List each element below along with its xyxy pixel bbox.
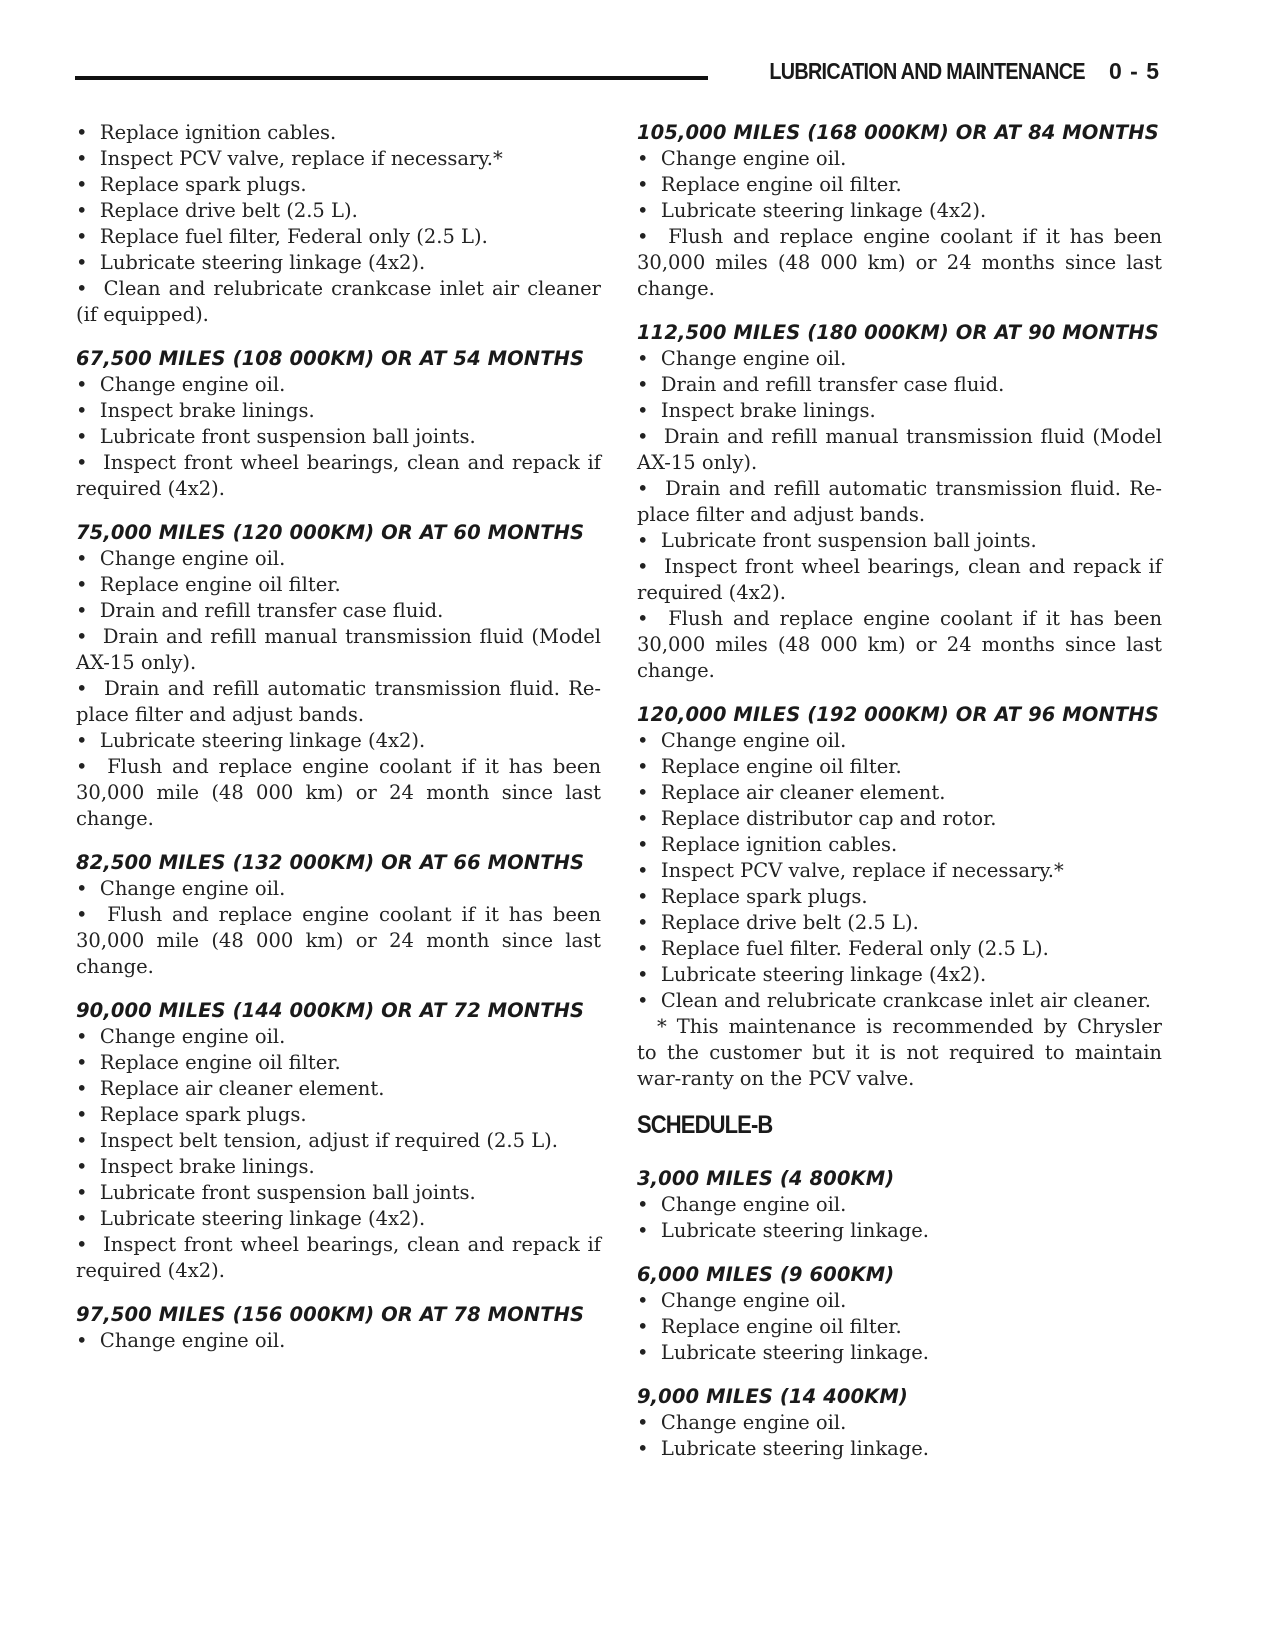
bullet-item: • Replace spark plugs. — [637, 884, 1162, 910]
bullet-item: • Change engine oil. — [637, 1192, 1162, 1218]
right-column — [637, 120, 1162, 1480]
bullet-item: • Inspect PCV valve, replace if necessary.* — [76, 146, 601, 172]
bullet-item: • Replace fuel filter, Federal only (2.5 L). — [76, 224, 601, 250]
page-header — [75, 56, 1160, 86]
bullet-item: • Replace engine oil filter. — [637, 1314, 1162, 1340]
bullet-item: • Replace ignition cables. — [637, 832, 1162, 858]
interval-heading: 6,000 MILES (9 600KM) — [637, 1263, 895, 1286]
bullet-item: • Lubricate steering linkage (4x2). — [76, 728, 601, 754]
bullet-item: • Replace spark plugs. — [76, 1102, 601, 1128]
interval-heading: 105,000 MILES (168 000KM) OR AT 84 MONTHS — [637, 121, 1159, 144]
bullet-item: • Lubricate steering linkage (4x2). — [76, 250, 601, 276]
bullet-item: • Change engine oil. — [76, 876, 601, 902]
bullet-item: • Inspect brake linings. — [76, 398, 601, 424]
bullet-item: • Change engine oil. — [76, 1024, 601, 1050]
bullet-item: • Replace air cleaner element. — [76, 1076, 601, 1102]
bullet-item: • Lubricate steering linkage (4x2). — [637, 962, 1162, 988]
bullet-item: • Flush and replace engine coolant if it has been 30,000 miles (48 000 km) or 24 months since last change. — [637, 606, 1162, 684]
bullet-item: • Inspect front wheel bearings, clean and repack if required (4x2). — [76, 1232, 601, 1284]
bullet-item: • Lubricate steering linkage (4x2). — [76, 1206, 601, 1232]
left-column — [76, 120, 601, 1372]
maintenance-interval — [76, 346, 601, 502]
interval-heading: 97,500 MILES (156 000KM) OR AT 78 MONTHS — [76, 1303, 585, 1326]
maintenance-interval — [76, 850, 601, 980]
bullet-item: • Drain and refill manual transmission fluid (Model AX-15 only). — [637, 424, 1162, 476]
interval-heading: 90,000 MILES (144 000KM) OR AT 72 MONTHS — [76, 999, 585, 1022]
bullet-item: • Change engine oil. — [637, 146, 1162, 172]
bullet-item: • Change engine oil. — [76, 1328, 601, 1354]
bullet-item: • Inspect front wheel bearings, clean and repack if required (4x2). — [76, 450, 601, 502]
bullet-item: • Change engine oil. — [637, 1410, 1162, 1436]
bullet-item: • Clean and relubricate crankcase inlet air cleaner. — [637, 988, 1162, 1014]
bullet-item: • Replace drive belt (2.5 L). — [76, 198, 601, 224]
bullet-item: • Drain and refill transfer case fluid. — [637, 372, 1162, 398]
bullet-item: • Change engine oil. — [637, 728, 1162, 754]
page-number: 0 - 5 — [1108, 57, 1160, 84]
bullet-item: • Lubricate front suspension ball joints. — [76, 1180, 601, 1206]
bullet-item: • Replace engine oil filter. — [637, 754, 1162, 780]
header-title: LUBRICATION AND MAINTENANCE — [769, 57, 1085, 84]
bullet-item: • Lubricate steering linkage. — [637, 1436, 1162, 1462]
bullet-item: • Replace ignition cables. — [76, 120, 601, 146]
bullet-item: • Replace spark plugs. — [76, 172, 601, 198]
interval-heading: 9,000 MILES (14 400KM) — [637, 1385, 908, 1408]
bullet-item: • Drain and refill transfer case fluid. — [76, 598, 601, 624]
bullet-item: • Inspect brake linings. — [637, 398, 1162, 424]
bullet-item: • Flush and replace engine coolant if it has been 30,000 mile (48 000 km) or 24 month since last change. — [76, 902, 601, 980]
bullet-item: • Flush and replace engine coolant if it has been 30,000 miles (48 000 km) or 24 months since last change. — [637, 224, 1162, 302]
bullet-item: • Inspect front wheel bearings, clean and repack if required (4x2). — [637, 554, 1162, 606]
interval-heading: 120,000 MILES (192 000KM) OR AT 96 MONTHS — [637, 703, 1159, 726]
schedule-title: SCHEDULE-B — [637, 1111, 773, 1139]
interval-heading: 67,500 MILES (108 000KM) OR AT 54 MONTHS — [76, 347, 585, 370]
bullet-item: • Lubricate front suspension ball joints. — [637, 528, 1162, 554]
maintenance-interval — [637, 1384, 1162, 1462]
maintenance-interval — [637, 320, 1162, 684]
bullet-item: • Replace engine oil filter. — [637, 172, 1162, 198]
bullet-item: • Change engine oil. — [76, 372, 601, 398]
bullet-item: • Replace fuel filter. Federal only (2.5 L). — [637, 936, 1162, 962]
bullet-item: • Replace engine oil filter. — [76, 572, 601, 598]
bullet-item: • Lubricate steering linkage. — [637, 1218, 1162, 1244]
bullet-item: • Drain and refill manual transmission fluid (Model AX-15 only). — [76, 624, 601, 676]
bullet-item: • Replace engine oil filter. — [76, 1050, 601, 1076]
bullet-item: • Lubricate steering linkage (4x2). — [637, 198, 1162, 224]
bullet-item: • Drain and refill automatic transmission fluid. Re-place filter and adjust bands. — [76, 676, 601, 728]
continued-interval — [76, 120, 601, 328]
bullet-item: • Drain and refill automatic transmission fluid. Re-place filter and adjust bands. — [637, 476, 1162, 528]
interval-heading: 82,500 MILES (132 000KM) OR AT 66 MONTHS — [76, 851, 585, 874]
bullet-item: • Change engine oil. — [637, 1288, 1162, 1314]
bullet-item: • Change engine oil. — [637, 346, 1162, 372]
interval-heading: 112,500 MILES (180 000KM) OR AT 90 MONTHS — [637, 321, 1159, 344]
maintenance-interval — [76, 1302, 601, 1354]
interval-heading: 75,000 MILES (120 000KM) OR AT 60 MONTHS — [76, 521, 585, 544]
maintenance-interval — [76, 520, 601, 832]
maintenance-interval — [637, 1262, 1162, 1366]
bullet-item: • Flush and replace engine coolant if it has been 30,000 mile (48 000 km) or 24 month since last change. — [76, 754, 601, 832]
header-rule — [75, 76, 708, 80]
interval-heading: 3,000 MILES (4 800KM) — [637, 1167, 895, 1190]
bullet-item: • Inspect belt tension, adjust if required (2.5 L). — [76, 1128, 601, 1154]
bullet-item: • Lubricate steering linkage. — [637, 1340, 1162, 1366]
maintenance-interval — [637, 702, 1162, 1092]
bullet-item: • Clean and relubricate crankcase inlet air cleaner (if equipped). — [76, 276, 601, 328]
footnote: * This maintenance is recommended by Chrysler to the customer but it is not required to maintain war-ranty on the PCV valve. — [637, 1015, 1162, 1090]
bullet-item: • Inspect brake linings. — [76, 1154, 601, 1180]
bullet-item: • Change engine oil. — [76, 546, 601, 572]
maintenance-interval — [76, 998, 601, 1284]
bullet-item: • Replace drive belt (2.5 L). — [637, 910, 1162, 936]
bullet-item: • Lubricate front suspension ball joints. — [76, 424, 601, 450]
bullet-item: • Replace air cleaner element. — [637, 780, 1162, 806]
maintenance-interval — [637, 1166, 1162, 1244]
maintenance-interval — [637, 120, 1162, 302]
bullet-item: • Replace distributor cap and rotor. — [637, 806, 1162, 832]
bullet-item: • Inspect PCV valve, replace if necessary.* — [637, 858, 1162, 884]
